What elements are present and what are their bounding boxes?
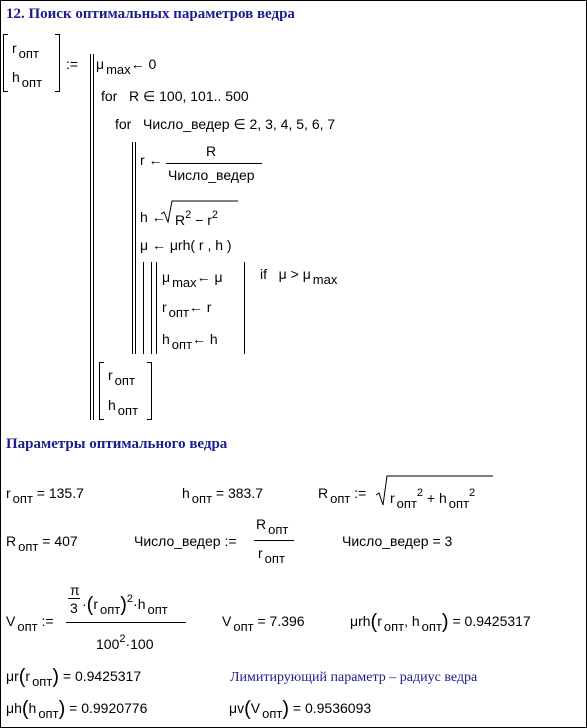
result-vector-left-bracket — [3, 34, 8, 92]
program-bar-inner — [132, 142, 133, 354]
return-r-opt: r опт — [108, 367, 135, 388]
muh-result: μh(h опт) = 0.9920776 — [6, 698, 148, 721]
if-bar-right — [244, 262, 245, 354]
section-number: 12 — [6, 6, 21, 22]
r-fraction-numerator: R — [206, 143, 217, 159]
if-condition: if μ > μ max — [260, 266, 338, 287]
mu-assign: μ ← μrh( r , h ) — [140, 237, 232, 253]
V-numerator-rest: ·(r опт)$^2$·h опт — [82, 593, 168, 617]
h-assign: h ← — [140, 209, 166, 225]
if-bar-2 — [151, 262, 152, 354]
return-left-bracket — [99, 362, 104, 420]
h-opt-result: h опт = 383.7 — [182, 485, 264, 506]
buckets-fraction-line — [254, 540, 294, 541]
muv-result: μv(V опт) = 0.9536093 — [229, 698, 372, 721]
V-fraction-line — [66, 622, 186, 623]
for-loop-R: for R ∈ 100, 101.. 500 — [101, 88, 249, 104]
V-pi-denominator: 3 — [70, 600, 78, 616]
mu-max-init: μ max← 0 — [96, 56, 157, 77]
r-assign: r ← — [140, 152, 163, 168]
R-opt-result: R опт = 407 — [6, 533, 78, 554]
limiting-parameter-note: Лимитирующий параметр – радиус ведра — [230, 670, 478, 685]
subheading: Параметры оптимального ведра — [6, 436, 228, 452]
R-opt-definition-lhs: R опт := — [318, 485, 367, 506]
V-denominator: $100^2\cdot 100$ — [96, 633, 154, 652]
V-pi-numerator: π — [70, 582, 80, 598]
V-opt-result: V опт = 7.396 — [222, 613, 305, 634]
R-opt-radicand: r опт$^2$ + h опт$^2$ — [390, 487, 476, 511]
result-h-opt: h опт — [12, 69, 43, 90]
if-h-opt-assign: h опт← h — [162, 331, 218, 352]
if-bar-1 — [143, 262, 144, 354]
r-fraction-line — [166, 163, 262, 164]
section-heading — [6, 6, 295, 23]
return-h-opt: h опт — [108, 397, 139, 418]
program-bar-outer — [90, 54, 91, 420]
buckets-fraction-denominator: r опт — [258, 545, 285, 566]
for-loop-buckets: for Число_ведер ∈ 2, 3, 4, 5, 6, 7 — [115, 116, 336, 132]
section-title: . Поиск оптимальных параметров ведра — [21, 6, 295, 22]
assign-operator: := — [66, 56, 79, 72]
r-fraction-denominator: Число_ведер — [168, 167, 255, 183]
if-r-opt-assign: r опт← r — [162, 299, 212, 320]
buckets-definition-lhs: Число_ведер := — [134, 533, 237, 549]
return-right-bracket — [147, 362, 152, 420]
program-bar-outer-2 — [93, 54, 94, 420]
if-bar-3 — [156, 262, 157, 354]
buckets-fraction-numerator: R опт — [256, 516, 289, 537]
result-vector-right-bracket — [55, 34, 60, 92]
V-pi-fraction-line — [68, 598, 80, 599]
mur-result: μr(r опт) = 0.9425317 — [6, 666, 142, 689]
V-opt-definition-lhs: V опт := — [6, 613, 54, 634]
program-bar-inner-2 — [135, 142, 136, 354]
if-mu-max-assign: μ max← μ — [162, 269, 223, 290]
h-radicand: $R^2 - r^2$ — [175, 209, 218, 228]
murh-result: μrh(r опт, h опт) = 0.9425317 — [350, 611, 531, 634]
buckets-result: Число_ведер = 3 — [342, 533, 453, 549]
result-r-opt: r опт — [12, 40, 39, 61]
r-opt-result: r опт = 135.7 — [6, 485, 84, 506]
